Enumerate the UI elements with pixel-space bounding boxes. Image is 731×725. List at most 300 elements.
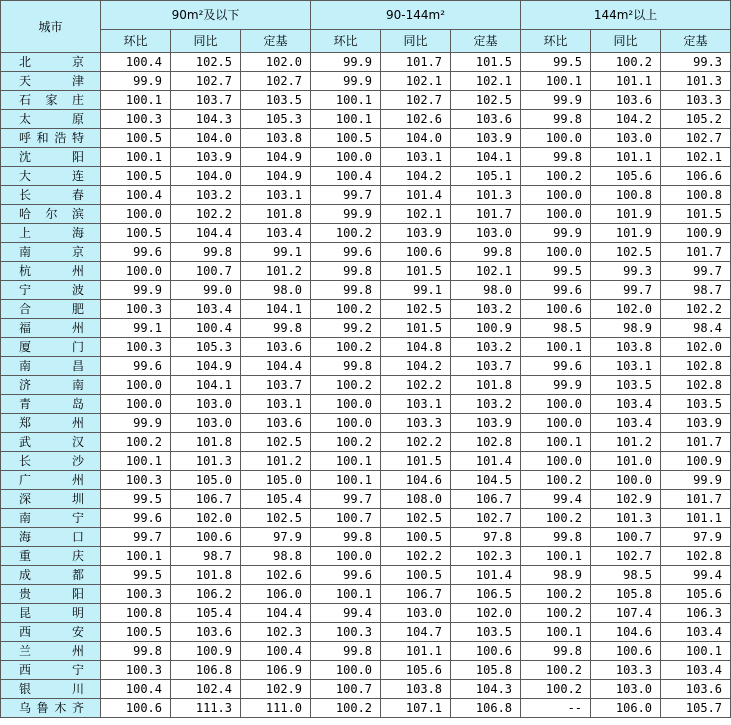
city-name-cell: 天津 xyxy=(1,72,101,91)
index-value-cell: 101.1 xyxy=(381,642,451,661)
index-value-cell: 101.5 xyxy=(381,319,451,338)
index-value-cell: 104.5 xyxy=(451,471,521,490)
index-value-cell: 100.2 xyxy=(311,300,381,319)
table-row xyxy=(1,281,731,300)
index-value-cell: 103.7 xyxy=(451,357,521,376)
index-value-cell: -- xyxy=(521,699,591,718)
index-value-cell: 100.6 xyxy=(521,300,591,319)
index-value-cell: 102.1 xyxy=(381,205,451,224)
index-value-cell: 99.6 xyxy=(311,566,381,585)
index-value-cell: 100.3 xyxy=(311,623,381,642)
index-value-cell: 104.0 xyxy=(381,129,451,148)
index-value-cell: 102.8 xyxy=(661,547,731,566)
city-name-cell: 南宁 xyxy=(1,509,101,528)
index-value-cell: 103.0 xyxy=(171,414,241,433)
index-value-cell: 106.5 xyxy=(451,585,521,604)
index-value-cell: 102.0 xyxy=(451,604,521,623)
index-value-cell: 100.0 xyxy=(311,395,381,414)
index-value-cell: 103.1 xyxy=(591,357,661,376)
index-value-cell: 101.3 xyxy=(451,186,521,205)
index-value-cell: 99.9 xyxy=(101,281,171,300)
index-value-cell: 100.4 xyxy=(101,186,171,205)
index-value-cell: 100.1 xyxy=(661,642,731,661)
index-value-cell: 100.1 xyxy=(101,547,171,566)
index-value-cell: 100.5 xyxy=(101,129,171,148)
table-row xyxy=(1,547,731,566)
index-value-cell: 103.7 xyxy=(171,91,241,110)
index-value-cell: 101.3 xyxy=(171,452,241,471)
index-value-cell: 98.0 xyxy=(451,281,521,300)
index-value-cell: 101.5 xyxy=(381,452,451,471)
index-value-cell: 99.5 xyxy=(101,490,171,509)
index-value-cell: 100.0 xyxy=(521,414,591,433)
index-value-cell: 103.9 xyxy=(661,414,731,433)
group-header-small: 90m²及以下 xyxy=(101,1,311,30)
index-value-cell: 100.2 xyxy=(591,53,661,72)
index-value-cell: 106.0 xyxy=(241,585,311,604)
index-value-cell: 99.8 xyxy=(521,528,591,547)
city-name-cell: 南昌 xyxy=(1,357,101,376)
index-value-cell: 103.1 xyxy=(241,186,311,205)
index-value-cell: 100.7 xyxy=(171,262,241,281)
index-value-cell: 100.7 xyxy=(591,528,661,547)
index-value-cell: 100.4 xyxy=(171,319,241,338)
index-value-cell: 100.0 xyxy=(521,452,591,471)
table-row xyxy=(1,319,731,338)
index-value-cell: 103.6 xyxy=(451,110,521,129)
table-row xyxy=(1,224,731,243)
index-value-cell: 100.9 xyxy=(661,452,731,471)
city-name-cell: 上海 xyxy=(1,224,101,243)
index-value-cell: 102.8 xyxy=(661,376,731,395)
table-row xyxy=(1,680,731,699)
index-value-cell: 111.3 xyxy=(171,699,241,718)
city-name-cell: 深圳 xyxy=(1,490,101,509)
index-value-cell: 103.2 xyxy=(171,186,241,205)
index-value-cell: 100.0 xyxy=(101,376,171,395)
index-value-cell: 103.3 xyxy=(381,414,451,433)
index-value-cell: 106.0 xyxy=(591,699,661,718)
city-name-cell: 哈尔滨 xyxy=(1,205,101,224)
index-value-cell: 104.0 xyxy=(171,129,241,148)
index-value-cell: 99.9 xyxy=(311,72,381,91)
index-value-cell: 105.4 xyxy=(171,604,241,623)
city-name-cell: 贵阳 xyxy=(1,585,101,604)
index-value-cell: 105.4 xyxy=(241,490,311,509)
city-name-cell: 武汉 xyxy=(1,433,101,452)
table-row xyxy=(1,604,731,623)
index-value-cell: 99.4 xyxy=(661,566,731,585)
index-value-cell: 100.1 xyxy=(521,338,591,357)
index-value-cell: 99.9 xyxy=(101,414,171,433)
index-value-cell: 104.9 xyxy=(241,148,311,167)
city-name-cell: 济南 xyxy=(1,376,101,395)
index-value-cell: 102.0 xyxy=(591,300,661,319)
index-value-cell: 98.7 xyxy=(661,281,731,300)
index-value-cell: 111.0 xyxy=(241,699,311,718)
index-value-cell: 97.8 xyxy=(451,528,521,547)
index-value-cell: 99.7 xyxy=(591,281,661,300)
index-value-cell: 98.5 xyxy=(521,319,591,338)
index-value-cell: 99.8 xyxy=(311,281,381,300)
index-value-cell: 100.0 xyxy=(521,243,591,262)
group-header-row xyxy=(1,1,731,30)
index-value-cell: 105.6 xyxy=(661,585,731,604)
index-value-cell: 100.7 xyxy=(311,509,381,528)
index-value-cell: 102.3 xyxy=(451,547,521,566)
index-value-cell: 99.6 xyxy=(521,357,591,376)
city-name-cell: 宁波 xyxy=(1,281,101,300)
city-name-cell: 长沙 xyxy=(1,452,101,471)
index-value-cell: 103.7 xyxy=(241,376,311,395)
index-value-cell: 106.8 xyxy=(171,661,241,680)
index-value-cell: 105.8 xyxy=(451,661,521,680)
index-value-cell: 99.8 xyxy=(311,262,381,281)
index-value-cell: 99.1 xyxy=(101,319,171,338)
index-value-cell: 101.9 xyxy=(591,205,661,224)
index-value-cell: 103.0 xyxy=(381,604,451,623)
index-value-cell: 100.2 xyxy=(521,167,591,186)
index-value-cell: 102.7 xyxy=(661,129,731,148)
index-value-cell: 100.3 xyxy=(101,585,171,604)
table-row xyxy=(1,167,731,186)
index-value-cell: 99.5 xyxy=(521,262,591,281)
group-header-large: 144m²以上 xyxy=(521,1,731,30)
index-value-cell: 100.4 xyxy=(311,167,381,186)
index-value-cell: 103.4 xyxy=(661,623,731,642)
index-value-cell: 100.2 xyxy=(311,224,381,243)
index-value-cell: 100.4 xyxy=(241,642,311,661)
index-value-cell: 99.9 xyxy=(521,91,591,110)
index-value-cell: 100.1 xyxy=(521,623,591,642)
index-value-cell: 102.5 xyxy=(171,53,241,72)
index-value-cell: 101.9 xyxy=(591,224,661,243)
index-value-cell: 98.7 xyxy=(171,547,241,566)
index-value-cell: 105.7 xyxy=(661,699,731,718)
index-value-cell: 100.1 xyxy=(521,72,591,91)
index-value-cell: 101.8 xyxy=(171,433,241,452)
index-value-cell: 102.8 xyxy=(451,433,521,452)
index-value-cell: 100.1 xyxy=(101,91,171,110)
index-value-cell: 104.4 xyxy=(241,604,311,623)
index-value-cell: 103.5 xyxy=(241,91,311,110)
index-value-cell: 100.1 xyxy=(521,433,591,452)
table-row xyxy=(1,509,731,528)
index-value-cell: 101.1 xyxy=(591,148,661,167)
index-value-cell: 100.8 xyxy=(661,186,731,205)
index-value-cell: 100.2 xyxy=(311,433,381,452)
index-value-cell: 104.2 xyxy=(381,167,451,186)
index-value-cell: 102.0 xyxy=(661,338,731,357)
index-value-cell: 107.1 xyxy=(381,699,451,718)
index-value-cell: 98.9 xyxy=(591,319,661,338)
index-value-cell: 102.2 xyxy=(381,547,451,566)
index-value-cell: 102.5 xyxy=(381,300,451,319)
sub-header-base: 定基 xyxy=(661,30,731,53)
index-value-cell: 102.0 xyxy=(171,509,241,528)
table-row xyxy=(1,395,731,414)
index-value-cell: 103.4 xyxy=(591,395,661,414)
index-value-cell: 100.5 xyxy=(101,224,171,243)
index-value-cell: 103.9 xyxy=(451,414,521,433)
index-value-cell: 102.1 xyxy=(381,72,451,91)
index-value-cell: 98.8 xyxy=(241,547,311,566)
index-value-cell: 100.4 xyxy=(101,680,171,699)
index-value-cell: 98.0 xyxy=(241,281,311,300)
city-name-cell: 呼和浩特 xyxy=(1,129,101,148)
index-value-cell: 100.5 xyxy=(381,528,451,547)
index-value-cell: 102.2 xyxy=(661,300,731,319)
index-value-cell: 103.4 xyxy=(171,300,241,319)
index-value-cell: 100.6 xyxy=(381,243,451,262)
index-value-cell: 101.5 xyxy=(381,262,451,281)
index-value-cell: 104.9 xyxy=(171,357,241,376)
index-value-cell: 100.3 xyxy=(101,338,171,357)
index-value-cell: 103.8 xyxy=(381,680,451,699)
index-value-cell: 99.7 xyxy=(101,528,171,547)
index-value-cell: 103.8 xyxy=(591,338,661,357)
sub-header-mom: 环比 xyxy=(521,30,591,53)
index-value-cell: 99.2 xyxy=(311,319,381,338)
table-row xyxy=(1,243,731,262)
index-value-cell: 100.1 xyxy=(311,110,381,129)
index-value-cell: 100.6 xyxy=(101,699,171,718)
index-value-cell: 103.3 xyxy=(661,91,731,110)
index-value-cell: 99.8 xyxy=(101,642,171,661)
index-value-cell: 99.8 xyxy=(521,642,591,661)
index-value-cell: 99.8 xyxy=(311,642,381,661)
index-value-cell: 108.0 xyxy=(381,490,451,509)
sub-header-yoy: 同比 xyxy=(591,30,661,53)
index-value-cell: 99.9 xyxy=(521,376,591,395)
index-value-cell: 100.1 xyxy=(311,585,381,604)
index-value-cell: 103.1 xyxy=(381,148,451,167)
index-value-cell: 102.5 xyxy=(451,91,521,110)
index-value-cell: 100.0 xyxy=(311,148,381,167)
index-value-cell: 99.8 xyxy=(171,243,241,262)
city-name-cell: 杭州 xyxy=(1,262,101,281)
table-row xyxy=(1,642,731,661)
index-value-cell: 102.7 xyxy=(451,509,521,528)
index-value-cell: 103.0 xyxy=(171,395,241,414)
index-value-cell: 100.2 xyxy=(311,699,381,718)
index-value-cell: 100.1 xyxy=(311,452,381,471)
index-value-cell: 102.4 xyxy=(171,680,241,699)
index-value-cell: 103.4 xyxy=(661,661,731,680)
index-value-cell: 106.9 xyxy=(241,661,311,680)
city-name-cell: 西安 xyxy=(1,623,101,642)
index-value-cell: 104.3 xyxy=(451,680,521,699)
index-value-cell: 104.2 xyxy=(591,110,661,129)
index-value-cell: 99.1 xyxy=(241,243,311,262)
table-row xyxy=(1,528,731,547)
index-value-cell: 100.5 xyxy=(101,623,171,642)
index-value-cell: 105.0 xyxy=(241,471,311,490)
city-name-cell: 西宁 xyxy=(1,661,101,680)
index-value-cell: 105.6 xyxy=(381,661,451,680)
table-row xyxy=(1,376,731,395)
index-value-cell: 102.1 xyxy=(451,72,521,91)
index-value-cell: 101.1 xyxy=(591,72,661,91)
index-value-cell: 105.3 xyxy=(171,338,241,357)
index-value-cell: 100.2 xyxy=(521,680,591,699)
city-name-cell: 福州 xyxy=(1,319,101,338)
index-value-cell: 100.3 xyxy=(101,300,171,319)
index-value-cell: 107.4 xyxy=(591,604,661,623)
index-value-cell: 101.2 xyxy=(241,262,311,281)
index-value-cell: 105.8 xyxy=(591,585,661,604)
index-value-cell: 100.2 xyxy=(311,338,381,357)
index-value-cell: 100.5 xyxy=(381,566,451,585)
index-value-cell: 99.8 xyxy=(521,148,591,167)
index-value-cell: 103.9 xyxy=(451,129,521,148)
city-name-cell: 重庆 xyxy=(1,547,101,566)
index-value-cell: 103.4 xyxy=(591,414,661,433)
index-value-cell: 100.5 xyxy=(101,167,171,186)
city-name-cell: 大连 xyxy=(1,167,101,186)
index-value-cell: 104.6 xyxy=(591,623,661,642)
index-value-cell: 97.9 xyxy=(661,528,731,547)
city-name-cell: 郑州 xyxy=(1,414,101,433)
index-value-cell: 103.0 xyxy=(591,129,661,148)
index-value-cell: 100.6 xyxy=(171,528,241,547)
index-value-cell: 100.3 xyxy=(101,471,171,490)
index-value-cell: 100.2 xyxy=(521,585,591,604)
city-name-cell: 银川 xyxy=(1,680,101,699)
index-value-cell: 99.9 xyxy=(101,72,171,91)
table-row xyxy=(1,357,731,376)
index-value-cell: 100.0 xyxy=(521,205,591,224)
index-value-cell: 100.4 xyxy=(101,53,171,72)
index-value-cell: 101.7 xyxy=(381,53,451,72)
index-value-cell: 104.9 xyxy=(241,167,311,186)
index-value-cell: 102.2 xyxy=(381,433,451,452)
table-row xyxy=(1,338,731,357)
index-value-cell: 99.4 xyxy=(521,490,591,509)
index-value-cell: 103.5 xyxy=(591,376,661,395)
index-value-cell: 104.4 xyxy=(241,357,311,376)
index-value-cell: 101.5 xyxy=(451,53,521,72)
index-value-cell: 103.2 xyxy=(451,338,521,357)
table-row xyxy=(1,186,731,205)
index-value-cell: 105.6 xyxy=(591,167,661,186)
index-value-cell: 101.3 xyxy=(591,509,661,528)
sub-header-yoy: 同比 xyxy=(171,30,241,53)
index-value-cell: 99.8 xyxy=(311,528,381,547)
city-name-cell: 合肥 xyxy=(1,300,101,319)
index-value-cell: 99.3 xyxy=(661,53,731,72)
index-value-cell: 104.4 xyxy=(171,224,241,243)
sub-header-mom: 环比 xyxy=(311,30,381,53)
index-value-cell: 101.4 xyxy=(381,186,451,205)
index-value-cell: 101.5 xyxy=(661,205,731,224)
index-value-cell: 99.6 xyxy=(101,357,171,376)
index-value-cell: 102.1 xyxy=(661,148,731,167)
index-value-cell: 101.2 xyxy=(241,452,311,471)
index-value-cell: 100.0 xyxy=(521,186,591,205)
sub-header-base: 定基 xyxy=(451,30,521,53)
index-value-cell: 106.3 xyxy=(661,604,731,623)
table-row xyxy=(1,414,731,433)
index-value-cell: 100.9 xyxy=(171,642,241,661)
index-value-cell: 98.9 xyxy=(521,566,591,585)
city-name-cell: 石家庄 xyxy=(1,91,101,110)
index-value-cell: 106.6 xyxy=(661,167,731,186)
index-value-cell: 100.2 xyxy=(311,376,381,395)
city-column-header: 城市 xyxy=(1,1,101,53)
table-row xyxy=(1,91,731,110)
index-value-cell: 106.8 xyxy=(451,699,521,718)
index-value-cell: 99.8 xyxy=(451,243,521,262)
index-value-cell: 99.5 xyxy=(521,53,591,72)
table-row xyxy=(1,148,731,167)
city-name-cell: 太原 xyxy=(1,110,101,129)
index-value-cell: 103.8 xyxy=(241,129,311,148)
index-value-cell: 102.7 xyxy=(241,72,311,91)
index-value-cell: 100.3 xyxy=(101,661,171,680)
index-value-cell: 100.6 xyxy=(451,642,521,661)
index-value-cell: 106.2 xyxy=(171,585,241,604)
index-value-cell: 98.4 xyxy=(661,319,731,338)
index-value-cell: 103.2 xyxy=(451,395,521,414)
index-value-cell: 99.8 xyxy=(521,110,591,129)
index-value-cell: 103.9 xyxy=(381,224,451,243)
index-value-cell: 102.9 xyxy=(241,680,311,699)
index-value-cell: 100.0 xyxy=(311,547,381,566)
index-value-cell: 103.5 xyxy=(451,623,521,642)
group-header-medium: 90-144m² xyxy=(311,1,521,30)
index-value-cell: 103.1 xyxy=(241,395,311,414)
index-value-cell: 99.6 xyxy=(101,509,171,528)
index-value-cell: 102.2 xyxy=(381,376,451,395)
table-row xyxy=(1,566,731,585)
index-value-cell: 104.1 xyxy=(451,148,521,167)
index-value-cell: 103.6 xyxy=(661,680,731,699)
index-value-cell: 104.3 xyxy=(171,110,241,129)
index-value-cell: 102.5 xyxy=(241,509,311,528)
index-value-cell: 100.0 xyxy=(521,129,591,148)
index-value-cell: 104.7 xyxy=(381,623,451,642)
index-value-cell: 103.4 xyxy=(241,224,311,243)
index-value-cell: 100.8 xyxy=(591,186,661,205)
index-value-cell: 100.1 xyxy=(101,452,171,471)
index-value-cell: 98.5 xyxy=(591,566,661,585)
city-name-cell: 北京 xyxy=(1,53,101,72)
index-value-cell: 100.2 xyxy=(521,471,591,490)
index-value-cell: 104.0 xyxy=(171,167,241,186)
table-row xyxy=(1,205,731,224)
index-value-cell: 99.6 xyxy=(311,243,381,262)
index-value-cell: 101.2 xyxy=(591,433,661,452)
index-value-cell: 99.9 xyxy=(311,205,381,224)
index-value-cell: 101.4 xyxy=(451,452,521,471)
index-value-cell: 103.5 xyxy=(661,395,731,414)
index-value-cell: 105.2 xyxy=(661,110,731,129)
index-value-cell: 106.7 xyxy=(451,490,521,509)
index-value-cell: 103.6 xyxy=(591,91,661,110)
sub-header-row xyxy=(1,30,731,53)
table-row xyxy=(1,53,731,72)
index-value-cell: 103.6 xyxy=(171,623,241,642)
index-value-cell: 100.1 xyxy=(311,471,381,490)
index-value-cell: 100.0 xyxy=(311,414,381,433)
table-row xyxy=(1,661,731,680)
index-value-cell: 100.2 xyxy=(521,661,591,680)
index-value-cell: 102.1 xyxy=(451,262,521,281)
index-value-cell: 102.7 xyxy=(591,547,661,566)
index-value-cell: 102.2 xyxy=(171,205,241,224)
index-value-cell: 103.2 xyxy=(451,300,521,319)
